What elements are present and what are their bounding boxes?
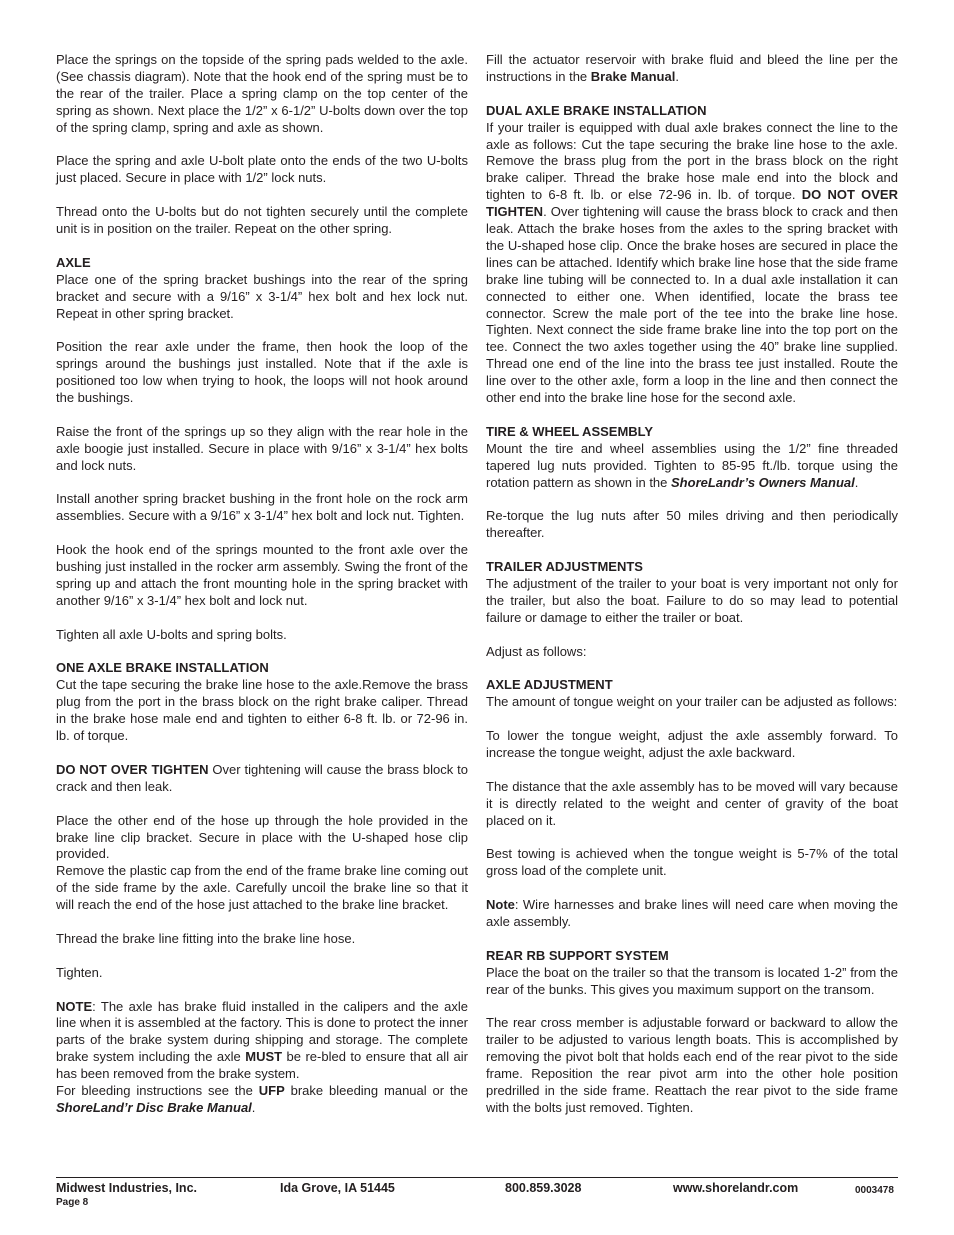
paragraph-hook-springs: Hook the hook end of the springs mounted to the front axle over the bushing just installed in the rocker arm assembly. Swing the front of the spring up and attach the front mounting hole in the spring bracket with another 9/16” x 3-1/4” hex bolt and lock nut. xyxy=(56,542,468,608)
footer-company: Midwest Industries, Inc. xyxy=(56,1181,197,1195)
dual-warning-label: DO NOT OVER TIGHTEN xyxy=(486,187,898,220)
dual-text-a: If your trailer is equipped with dual axle brakes connect the line to the axle as follows: Cut the tape securing the brake line hose to the axle. Remove the brass plug from the port in the brass block on the right brake caliper. Thread the brake hose male end into the block and tighten to 6-8 ft. lb. or else 72-96 in. lb. of torque. xyxy=(486,119,898,203)
paragraph-adjust-as-follows: Adjust as follows: xyxy=(486,643,587,659)
note-text-b: be re-bled to ensure that all air has been removed from the brake system. xyxy=(56,1049,469,1082)
heading-dual-axle-brake: DUAL AXLE BRAKE INSTALLATION xyxy=(486,102,707,118)
paragraph-tighten: Tighten. xyxy=(56,964,103,980)
paragraph-thread-ubolts: Thread onto the U-bolts but do not tighten securely until the complete unit is in position on the trailer. Repeat on the other spring. xyxy=(56,204,468,237)
disc-brake-manual-title: ShoreLand’r Disc Brake Manual xyxy=(56,1099,252,1115)
dual-text-b: . Over tightening will cause the brass block to crack and then leak. Attach the brake hoses from the axles to the spring bracket with the U-shaped hose clip. Once the brake hoses are secured in place the lines can be attached. Identify which brake line hose that the side frame brake line tubing will be connected to. In a dual axle installation it can connected to either one. When identified, locate the brass tee connector. Screw the male port of the tee into the brake line hose. Tighten. Next connect the side frame brake line into the top port on the tee. Connect the two axles together using the 40” brake line supplied. Thread one end of the line into the brass tee just installed. Route the line over to the other axle, form a loop in the line and then connect the other end into the brake line hose for the second axle. xyxy=(486,204,898,406)
heading-rear-rb-support: REAR RB SUPPORT SYSTEM xyxy=(486,947,669,963)
right-column xyxy=(486,52,898,1134)
footer-phone: 800.859.3028 xyxy=(505,1181,582,1195)
paragraph-distance: The distance that the axle assembly has to be moved will vary because it is directly related to the weight and center of gravity of the boat placed on it. xyxy=(486,778,898,828)
paragraph-hose-clip: Place the other end of the hose up through the hole provided in the brake line clip bracket. Secure in place with the U-shaped hose clip provided. xyxy=(56,812,468,862)
tire-text-a: Mount the tire and wheel assemblies using the 1/2” fine threaded tapered lug nuts provided. Tighten to 85-95 ft./lb. torque using the rotation pattern as shown in the xyxy=(486,440,898,490)
paragraph-rear-axle: Position the rear axle under the frame, then hook the loop of the springs around the bushings just installed. Note that if the axle is positioned too low when trying to hook, the loops will not hook around the bushings. xyxy=(56,339,468,406)
paragraph-note-brake-fluid xyxy=(56,999,468,1084)
warning-text: Over tightening will cause the brass block to crack and then leak. xyxy=(56,761,468,794)
paragraph-raise-springs: Raise the front of the springs up so they align with the rear hole in the axle boogie just installed. Secure in place with 9/16” x 3-1/4” hex bolts and lock nuts. xyxy=(56,423,468,473)
heading-one-axle-brake: ONE AXLE BRAKE INSTALLATION xyxy=(56,660,269,676)
footer-city: Ida Grove, IA 51445 xyxy=(280,1181,395,1195)
paragraph-plastic-cap: Remove the plastic cap from the end of the frame brake line coming out of the side frame by the axle. Carefully uncoil the brake line so that it will reach the end of the hose just attached to the brake line bracket. xyxy=(56,863,468,913)
fill-text-a: Fill the actuator reservoir with brake fluid and bleed the line per the instructions in the xyxy=(486,52,898,84)
heading-axle: AXLE xyxy=(56,254,91,270)
paragraph-front-bushing: Install another spring bracket bushing in the front hole on the rock arm assemblies. Secure with a 9/16” x 3-1/4” hex bolt and lock nut. Tighten. xyxy=(56,491,468,524)
paragraph-adjustment-importance: The adjustment of the trailer to your boat is very important not only for the trailer, but also the boat. Failure to do so may lead to potential failure or damage to either the trailer or boat. xyxy=(486,576,898,625)
paragraph-retorque: Re-torque the lug nuts after 50 miles driving and then periodically thereafter. xyxy=(486,508,898,541)
bleed-text-c: . xyxy=(251,1099,256,1115)
paragraph-ubolt-plate: Place the spring and axle U-bolt plate onto the ends of the two U-bolts just placed. Secure in place with 1/2” lock nuts. xyxy=(56,153,468,186)
warning-label: DO NOT OVER TIGHTEN xyxy=(56,761,209,777)
fill-text-b: . xyxy=(675,68,679,84)
paragraph-tighten-all: Tighten all axle U-bolts and spring bolts. xyxy=(56,626,287,642)
bleed-text-b: brake bleeding manual or the xyxy=(284,1083,468,1099)
paragraph-springs: Place the springs on the topside of the spring pads welded to the axle. (See chassis diagram). Note that the hook end of the spring must be to the rear of the trailer. Place a spring clamp on the top center of the spring as shown. Next place the 1/2” x 6-1/2” U-bolts down over the top of the spring clamp, spring and axle as shown. xyxy=(56,52,468,135)
bleed-text-a: For bleeding instructions see the xyxy=(56,1083,259,1099)
tire-text-b: . xyxy=(854,474,859,490)
paragraph-fill-reservoir xyxy=(486,52,898,86)
paragraph-note-wire-harness xyxy=(486,897,898,931)
paragraph-thread-fitting: Thread the brake line fitting into the brake line hose. xyxy=(56,930,356,946)
paragraph-bleeding-instructions xyxy=(56,1083,468,1117)
paragraph-do-not-over-tighten xyxy=(56,762,468,796)
paragraph-bushings: Place one of the spring bracket bushings into the rear of the spring bracket and secure with a 9/16” x 3-1/4” hex bolt and hex lock nut. Repeat in other spring bracket. xyxy=(56,271,468,321)
note-label-right: Note xyxy=(486,897,515,913)
heading-axle-adjustment: AXLE ADJUSTMENT xyxy=(486,677,613,693)
brake-manual-title: Brake Manual xyxy=(590,68,676,84)
footer-divider xyxy=(56,1177,898,1178)
note-label: NOTE xyxy=(56,998,93,1014)
paragraph-tongue-weight: The amount of tongue weight on your trailer can be adjusted as follows: xyxy=(486,694,898,710)
footer-document-code: 0003478 xyxy=(855,1185,894,1196)
paragraph-mount-tires xyxy=(486,441,898,492)
note-text-right: : Wire harnesses and brake lines will need care when moving the axle assembly. xyxy=(486,897,898,930)
left-column xyxy=(56,52,468,1134)
heading-tire-wheel: TIRE & WHEEL ASSEMBLY xyxy=(486,423,654,439)
ufp-label: UFP xyxy=(258,1083,285,1099)
page-footer xyxy=(56,1181,898,1211)
paragraph-best-towing: Best towing is achieved when the tongue weight is 5-7% of the total gross load of the complete unit. xyxy=(486,846,898,879)
footer-website: www.shorelandr.com xyxy=(673,1181,799,1195)
paragraph-rear-cross-member: The rear cross member is adjustable forward or backward to allow the trailer to be adjusted to various length boats. This is accomplished by removing the pivot bolt that holds each end of the rear pivot to the side frame. Reposition the rear pivot arm into the other hole position predrilled in the side frame. Reattach the rear pivot to the side frame with the bolts just removed. Tighten. xyxy=(486,1015,898,1115)
note-text-a: : The axle has brake fluid installed in the calipers and the axle line when it is assembled at the factory. This is done to protect the inner parts of the brake system during shipping and storage. The complete brake system including the axle xyxy=(56,998,468,1065)
paragraph-cut-tape: Cut the tape securing the brake line hose to the axle.Remove the brass plug from the port in the brass block on the right brake caliper. Thread in the brake hose male end and tighten to either 6-8 ft. lb. or 72-96 in. lb. of torque. xyxy=(56,677,468,744)
footer-page-number: Page 8 xyxy=(56,1197,89,1208)
paragraph-lower-tongue: To lower the tongue weight, adjust the axle assembly forward. To increase the tongue weight, adjust the axle backward. xyxy=(486,728,898,761)
paragraph-place-boat: Place the boat on the trailer so that the transom is located 1-2” from the rear of the bunks. This gives you maximum support on the transom. xyxy=(486,964,898,997)
paragraph-dual-axle xyxy=(486,120,898,407)
owners-manual-title: ShoreLandr’s Owners Manual xyxy=(671,474,855,490)
heading-trailer-adjustments: TRAILER ADJUSTMENTS xyxy=(486,559,643,575)
must-label: MUST xyxy=(245,1049,283,1065)
